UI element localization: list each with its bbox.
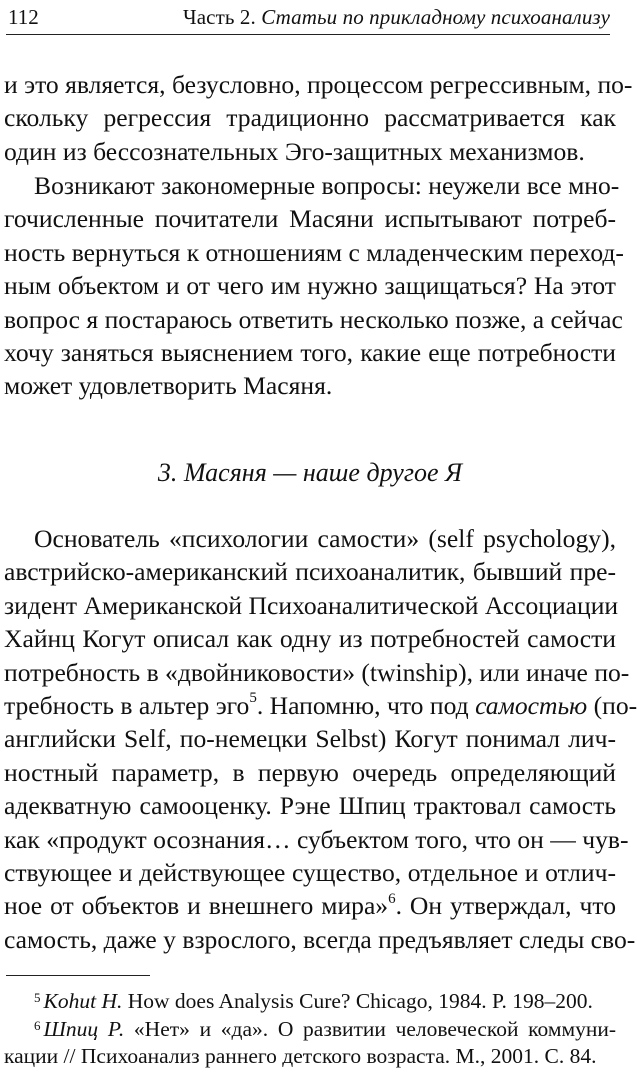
- footnote-6: [4, 1016, 616, 1044]
- text-line: вопрос я постараюсь ответить несколько позже, а сейчас: [4, 304, 623, 334]
- footnote-mark: 6: [34, 1017, 41, 1033]
- text-line: гочисленные почитатели Масяни испытывают потреб-: [4, 204, 616, 234]
- header-rule: [6, 34, 610, 35]
- text-line: как «продукт осознания… субъектом того, что он — чув-: [4, 824, 629, 854]
- text-line: Возникают закономерные вопросы: неужели все мно-: [34, 171, 620, 200]
- footnote-mark: 5: [34, 990, 41, 1005]
- text-segment: . Напомню, что под: [256, 690, 476, 720]
- text-line: потребность в «двойниковости» (twinship), или иначе по-: [4, 657, 630, 687]
- text-line: Хайнц Когут описал как одну из потребностей самости: [4, 624, 616, 654]
- text-line: английски Self, по-немецки Selbst) Когут понимал лич-: [4, 724, 616, 754]
- paragraph-2: [4, 169, 624, 403]
- section-heading: 3. Масяня — наше другое Я: [157, 458, 463, 487]
- paragraph-1: [4, 68, 633, 168]
- text-segment: . Он утверждал, что: [395, 891, 616, 921]
- text-line: адекватную самооценку. Рэне Шпиц трактовал самость: [4, 791, 616, 821]
- text-line: ность вернуться к отношениям с младенческим переход-: [4, 237, 624, 267]
- text-line: хочу заняться выяснением того, какие еще потребности: [4, 337, 616, 367]
- text-line: австрийско-американский психоаналитик, бывший пре-: [4, 557, 616, 587]
- text-line: Основатель «психологии самости» (self psychology),: [34, 524, 616, 553]
- footnote-text: How does Analysis Cure? Chicago, 1984. P. 198–200.: [122, 989, 593, 1013]
- part-label: Часть 2.: [182, 5, 256, 29]
- text-line: один из бессознательных Эго-защитных механизмов.: [4, 136, 585, 166]
- text-line: ным объектом и от чего им нужно защищаться? На этот: [4, 271, 616, 301]
- text-segment: (по-: [587, 690, 637, 720]
- text-line: скольку регрессия традиционно рассматривается как: [4, 103, 616, 133]
- footnote-ref-5[interactable]: 5: [249, 690, 257, 707]
- text-line: зидент Американской Психоаналитической Ассоциации: [4, 590, 619, 620]
- text-line: [4, 689, 637, 722]
- footnote-ref-6[interactable]: 6: [388, 890, 396, 907]
- footnote-text: «Нет» и «да». О развитии человеческой коммуни-: [124, 1016, 617, 1041]
- text-line: может удовлетворить Масяня.: [4, 371, 333, 401]
- text-segment: требность в альтер эго: [4, 690, 250, 720]
- footnote-5: [4, 988, 616, 1016]
- text-line: и это является, безусловно, процессом регрессивным, по-: [4, 70, 633, 99]
- footnote-rule: [6, 975, 150, 976]
- footnotes: [4, 988, 616, 1071]
- text-segment: ное от объектов и внешнего мира»: [4, 891, 389, 921]
- part-title: Статьи по прикладному психоанализу: [261, 5, 610, 29]
- running-title: [183, 4, 610, 30]
- text-line: ностный параметр, в первую очередь определяющий: [4, 757, 616, 787]
- footnote-6-continuation: кации // Психоанализ раннего детского возраста. М., 2001. С. 84.: [4, 1044, 597, 1069]
- text-line: ствующее и действующее существо, отдельное и отлич-: [4, 857, 616, 887]
- page-number: 112: [8, 5, 39, 29]
- footnote-author: Шпиц Р.: [43, 1016, 125, 1041]
- emphasized-term: самостью: [475, 690, 588, 720]
- paragraph-3: [4, 522, 637, 956]
- text-line: самость, даже у взрослого, всегда предъявляет следы сво-: [4, 924, 636, 954]
- footnote-author: Kohut H.: [43, 989, 123, 1013]
- text-line: [4, 889, 616, 922]
- running-head: [8, 2, 610, 30]
